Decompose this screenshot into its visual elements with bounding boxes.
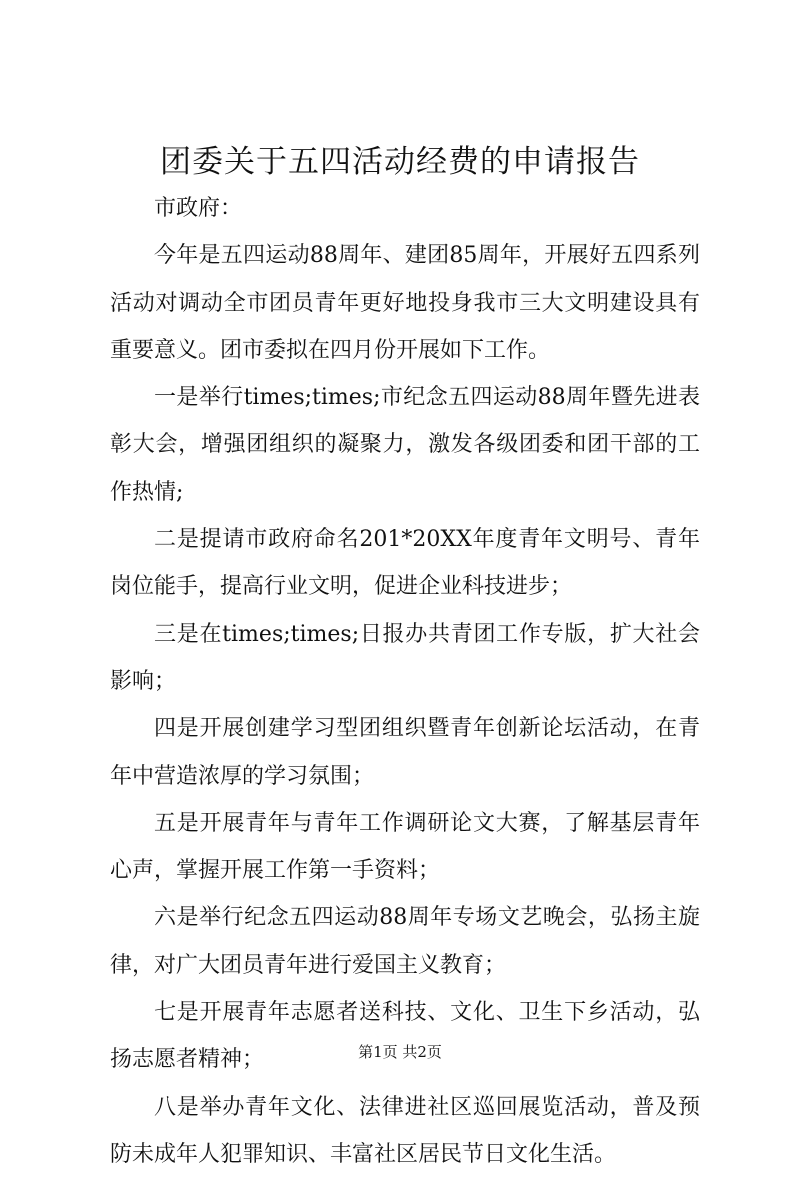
salutation: 市政府： [154,196,243,221]
item-paragraph-3: 三是在times;times;日报办共青团工作专版，扩大社会影响； [110,621,700,694]
item-paragraph-4: 四是开展创建学习型团组织暨青年创新论坛活动，在青年中营造浓厚的学习氛围； [110,716,700,789]
document-title: 团委关于五四活动经费的申请报告 [160,144,640,180]
item-paragraph-2: 二是提请市政府命名201*20XX年度青年文明号、青年岗位能手，提高行业文明，促进企业科技进步； [110,527,700,600]
intro-paragraph: 今年是五四运动88周年、建团85周年，开展好五四系列活动对调动全市团员青年更好地投身我市三大文明建设具有重要意义。团市委拟在四月份开展如下工作。 [110,243,700,363]
item-paragraph-8: 八是举办青年文化、法律进社区巡回展览活动，普及预防未成年人犯罪知识、丰富社区居民节日文化生活。 [110,1094,700,1167]
document-body [110,185,700,1178]
item-paragraph-1: 一是举行times;times;市纪念五四运动88周年暨先进表彰大会，增强团组织的凝聚力，激发各级团委和团干部的工作热情; [110,385,700,505]
item-paragraph-7: 七是开展青年志愿者送科技、文化、卫生下乡活动，弘扬志愿者精神； [110,1000,700,1073]
item-paragraph-5: 五是开展青年与青年工作调研论文大赛，了解基层青年心声，掌握开展工作第一手资料； [110,810,700,884]
page-number-footer: 第1页 共2页 [358,1043,442,1061]
item-paragraph-6: 六是举行纪念五四运动88周年专场文艺晚会，弘扬主旋律，对广大团员青年进行爱国主义教育； [110,905,700,978]
